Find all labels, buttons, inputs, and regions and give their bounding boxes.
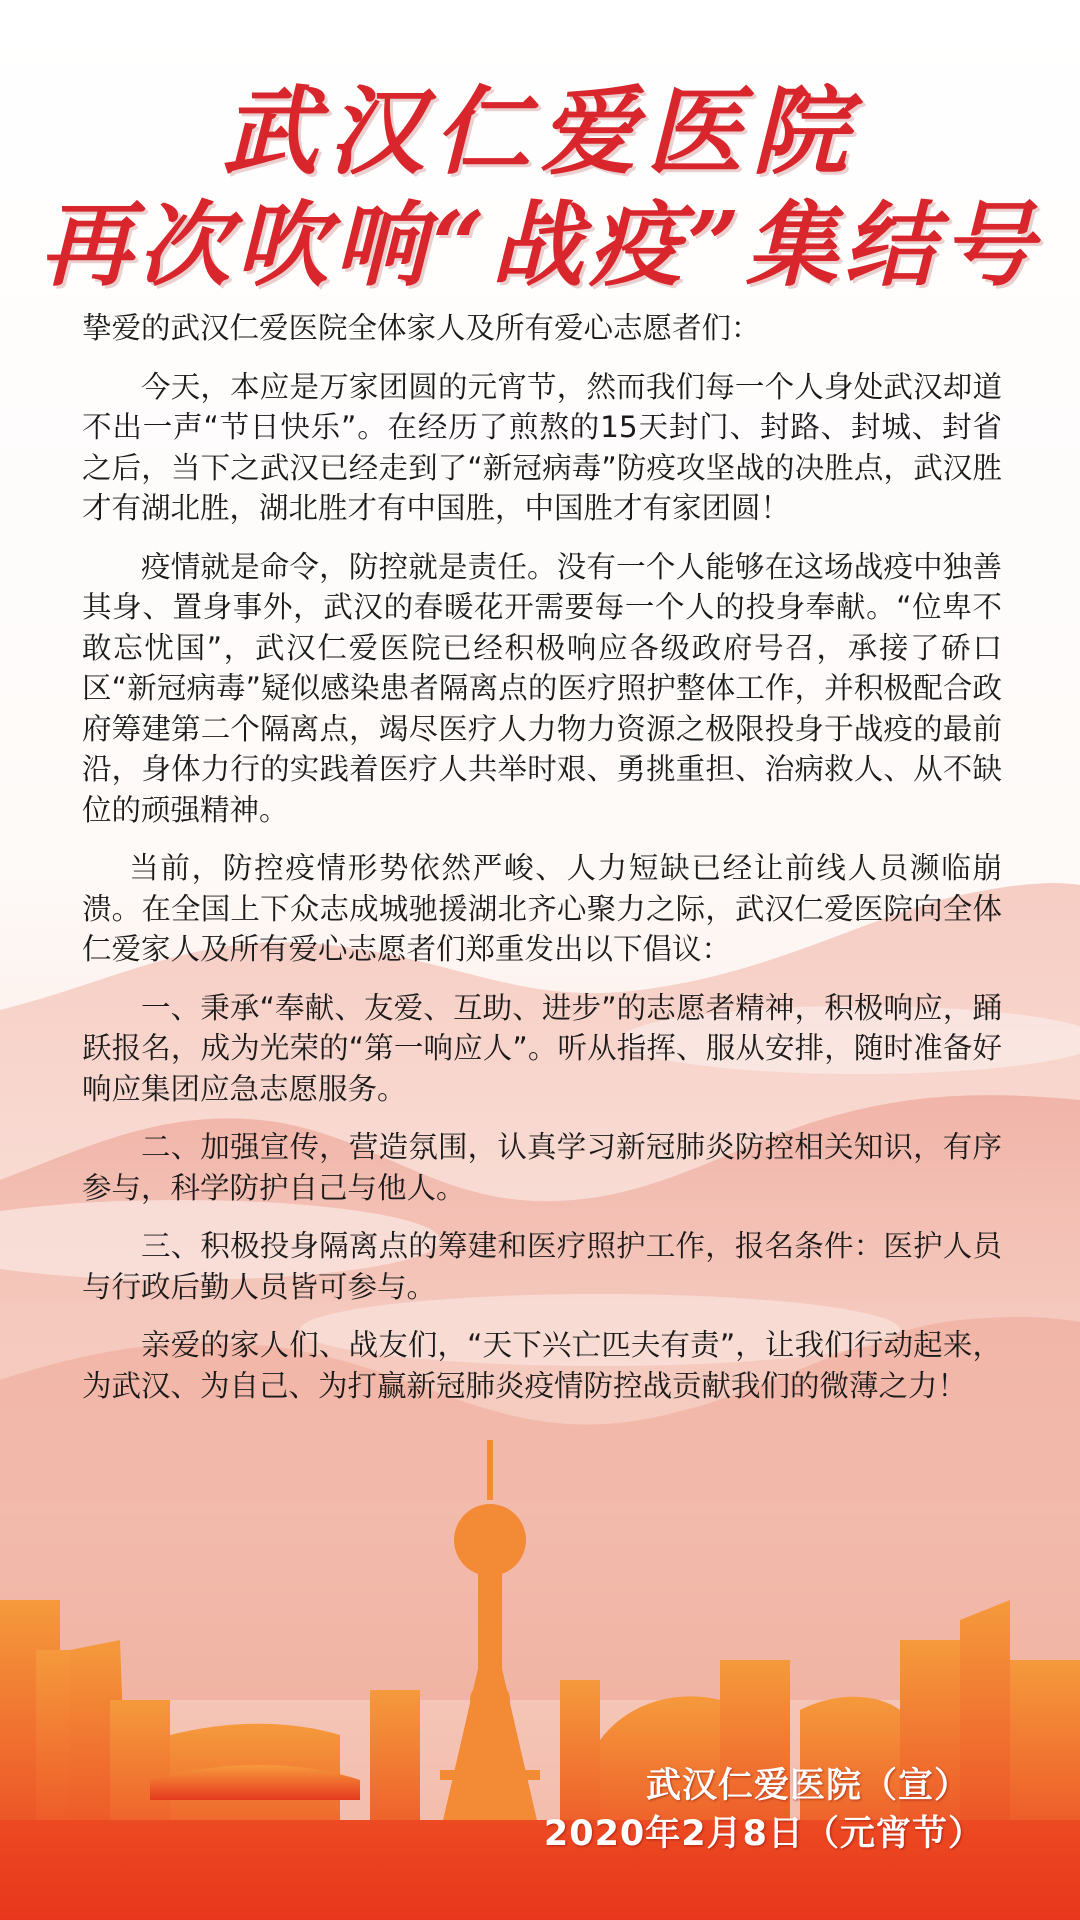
paragraph-intro: 今天，本应是万家团圆的元宵节，然而我们每一个人身处武汉却道不出一声“节日快乐”。在经历了煎熬的15天封门、封路、封城、封省之后，当下之武汉已经走到了“新冠病毒”防疫攻坚战的决胜点，武汉胜才有湖北胜，湖北胜才有中国胜，中国胜才有家团圆！ xyxy=(82,369,1002,525)
signature-org: 武汉仁爱医院（宣） xyxy=(645,1766,970,1806)
proposal-item-2: 二、加强宣传，营造氛围，认真学习新冠肺炎防控相关知识，有序参与，科学防护自己与他人。 xyxy=(82,1130,1002,1205)
title-line-2: 再次吹响“战疫”集结号 xyxy=(40,191,1040,299)
paragraph-situation: 当前，防控疫情形势依然严峻、人力短缺已经让前线人员濒临崩溃。在全国上下众志成城驰援湖北齐心聚力之际，武汉仁爱医院向全体仁爱家人及所有爱心志愿者们郑重发出以下倡议： xyxy=(82,851,1002,966)
proposal-item-1: 一、秉承“奉献、友爱、互助、进步”的志愿者精神，积极响应，踊跃报名，成为光荣的“第一响应人”。听从指挥、服从安排，随时准备好响应集团应急志愿服务。 xyxy=(82,990,1002,1106)
signature-date: 2020年2月8日（元宵节） xyxy=(543,1814,984,1854)
title-line-1: 武汉仁爱医院 xyxy=(222,75,858,188)
salutation: 挚爱的武汉仁爱医院全体家人及所有爱心志愿者们： xyxy=(82,311,761,345)
letter-body xyxy=(82,308,1002,1424)
paragraph-closing: 亲爱的家人们、战友们，“天下兴亡匹夫有责”，让我们行动起来，为武汉、为自己、为打赢新冠肺炎疫情防控战贡献我们的微薄之力！ xyxy=(82,1328,1002,1403)
paragraph-duty: 疫情就是命令，防控就是责任。没有一个人能够在这场战疫中独善其身、置身事外，武汉的春暖花开需要每一个人的投身奉献。“位卑不敢忘忧国”，武汉仁爱医院已经积极响应各级政府号召，承接了硚口区“新冠病毒”疑似感染患者隔离点的医疗照护整体工作，并积极配合政府筹建第二个隔离点，竭尽医疗人力物力资源之极限投身于战疫的最前沿，身体力行的实践着医疗人共举时艰、勇挑重担、治病救人、从不缺位的顽强精神。 xyxy=(82,549,1002,827)
proposal-item-3: 三、积极投身隔离点的筹建和医疗照护工作，报名条件：医护人员与行政后勤人员皆可参与。 xyxy=(82,1229,1002,1304)
